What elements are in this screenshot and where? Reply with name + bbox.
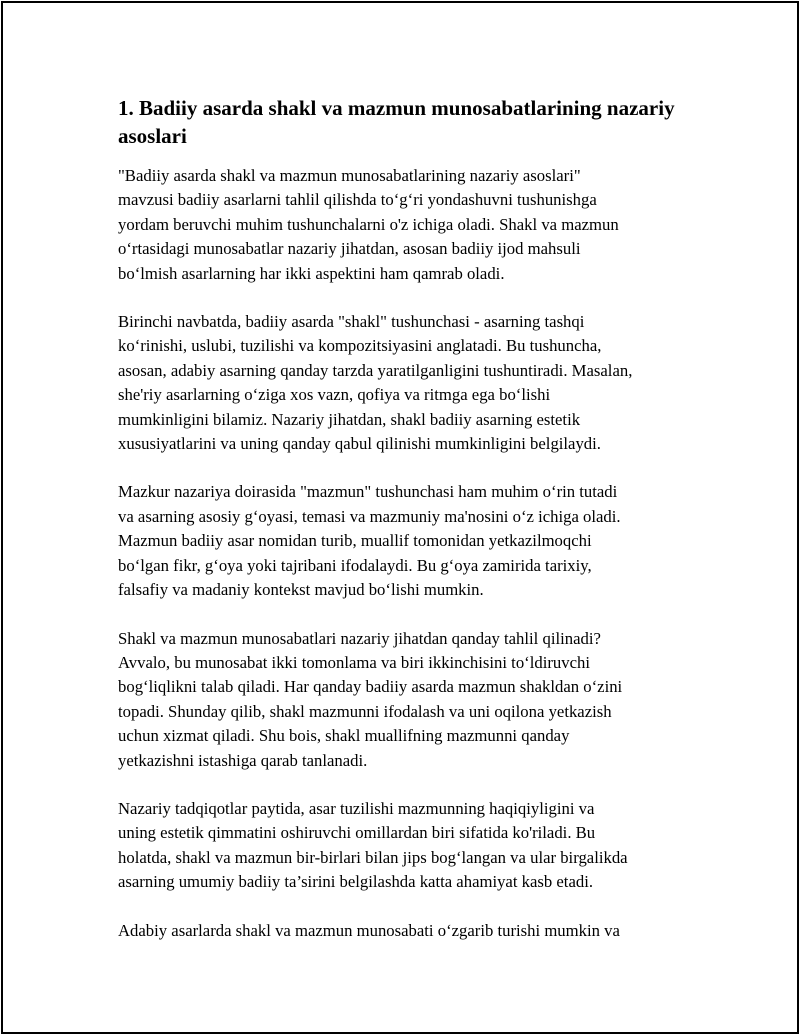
text-line: bo‘lmish asarlarning har ikki aspektini ham qamrab oladi. [118, 263, 505, 283]
paragraph-intro [118, 164, 688, 286]
text-line: "Badiiy asarda shakl va mazmun munosabatlarining nazariy asoslari" [118, 166, 581, 185]
text-line: bog‘liqlikni talab qiladi. Har qanday badiiy asarda mazmun shakldan o‘zini [118, 677, 623, 697]
text-line: bo‘lgan fikr, g‘oya yoki tajribani ifodalaydi. Bu g‘oya zamirida tarixiy, [118, 555, 592, 575]
text-line: Avvalo, bu munosabat ikki tomonlama va biri ikkinchisini to‘ldiruvchi [118, 652, 590, 672]
paragraph-mazmun [118, 480, 688, 602]
heading-line: 1. Badiiy asarda shakl va mazmun munosabatlarining nazariy [118, 96, 675, 120]
text-line: asosan, adabiy asarning qanday tarzda yaratilganligini tushuntiradi. Masalan, [118, 360, 633, 380]
text-line: uchun xizmat qiladi. Shu bois, shakl muallifning mazmunni qanday [118, 726, 570, 746]
text-line: she'riy asarlarning o‘ziga xos vazn, qofiya va ritmga ega bo‘lishi [118, 385, 551, 405]
text-line: falsafiy va madaniy kontekst mavjud bo‘lishi mumkin. [118, 580, 484, 600]
text-line: xususiyatlarini va uning qanday qabul qilinishi mumkinligini belgilaydi. [118, 434, 601, 454]
paragraph-shakl [118, 310, 688, 456]
text-line: va asarning asosiy g‘oyasi, temasi va mazmuniy ma'nosini o‘z ichiga oladi. [118, 506, 621, 526]
text-line: Mazkur nazariya doirasida "mazmun" tushunchasi ham muhim o‘rin tutadi [118, 482, 618, 502]
text-line: Birinchi navbatda, badiiy asarda "shakl" tushunchasi - asarning tashqi [118, 312, 585, 332]
text-line: yordam beruvchi muhim tushunchalarni o'z ichiga oladi. Shakl va mazmun [118, 214, 619, 234]
text-line: holatda, shakl va mazmun bir-birlari bilan jips bog‘langan va ular birgalikda [118, 847, 628, 867]
paragraph-munosabat [118, 627, 688, 773]
text-line: Nazariy tadqiqotlar paytida, asar tuzilishi mazmunning haqiqiyligini va [118, 798, 595, 818]
text-line: mavzusi badiiy asarlarni tahlil qilishda to‘g‘ri yondashuvni tushunishga [118, 190, 597, 210]
paragraph-tadqiqot [118, 797, 688, 895]
text-line: topadi. Shunday qilib, shakl mazmunni ifodalash va uni oqilona yetkazish [118, 701, 612, 721]
text-line: ko‘rinishi, uslubi, tuzilishi va kompozitsiyasini anglatadi. Bu tushuncha, [118, 336, 602, 356]
text-line: Mazmun badiiy asar nomidan turib, muallif tomonidan yetkazilmoqchi [118, 531, 592, 551]
document-body [118, 94, 688, 967]
text-line: mumkinligini bilamiz. Nazariy jihatdan, shakl badiiy asarning estetik [118, 409, 581, 429]
heading-line: asoslari [118, 124, 187, 148]
text-line: o‘rtasidagi munosabatlar nazariy jihatdan, asosan badiiy ijod mahsuli [118, 239, 581, 259]
text-line: yetkazishni istashiga qarab tanlanadi. [118, 750, 368, 770]
text-line: uning estetik qimmatini oshiruvchi omillardan biri sifatida ko'riladi. Bu [118, 823, 596, 843]
paragraph-adabiy [118, 919, 688, 943]
text-line: asarning umumiy badiiy ta’sirini belgilashda katta ahamiyat kasb etadi. [118, 872, 594, 892]
text-line: Adabiy asarlarda shakl va mazmun munosabati o‘zgarib turishi mumkin va [118, 920, 620, 940]
text-line: Shakl va mazmun munosabatlari nazariy jihatdan qanday tahlil qilinadi? [118, 628, 601, 648]
section-heading [118, 94, 688, 150]
